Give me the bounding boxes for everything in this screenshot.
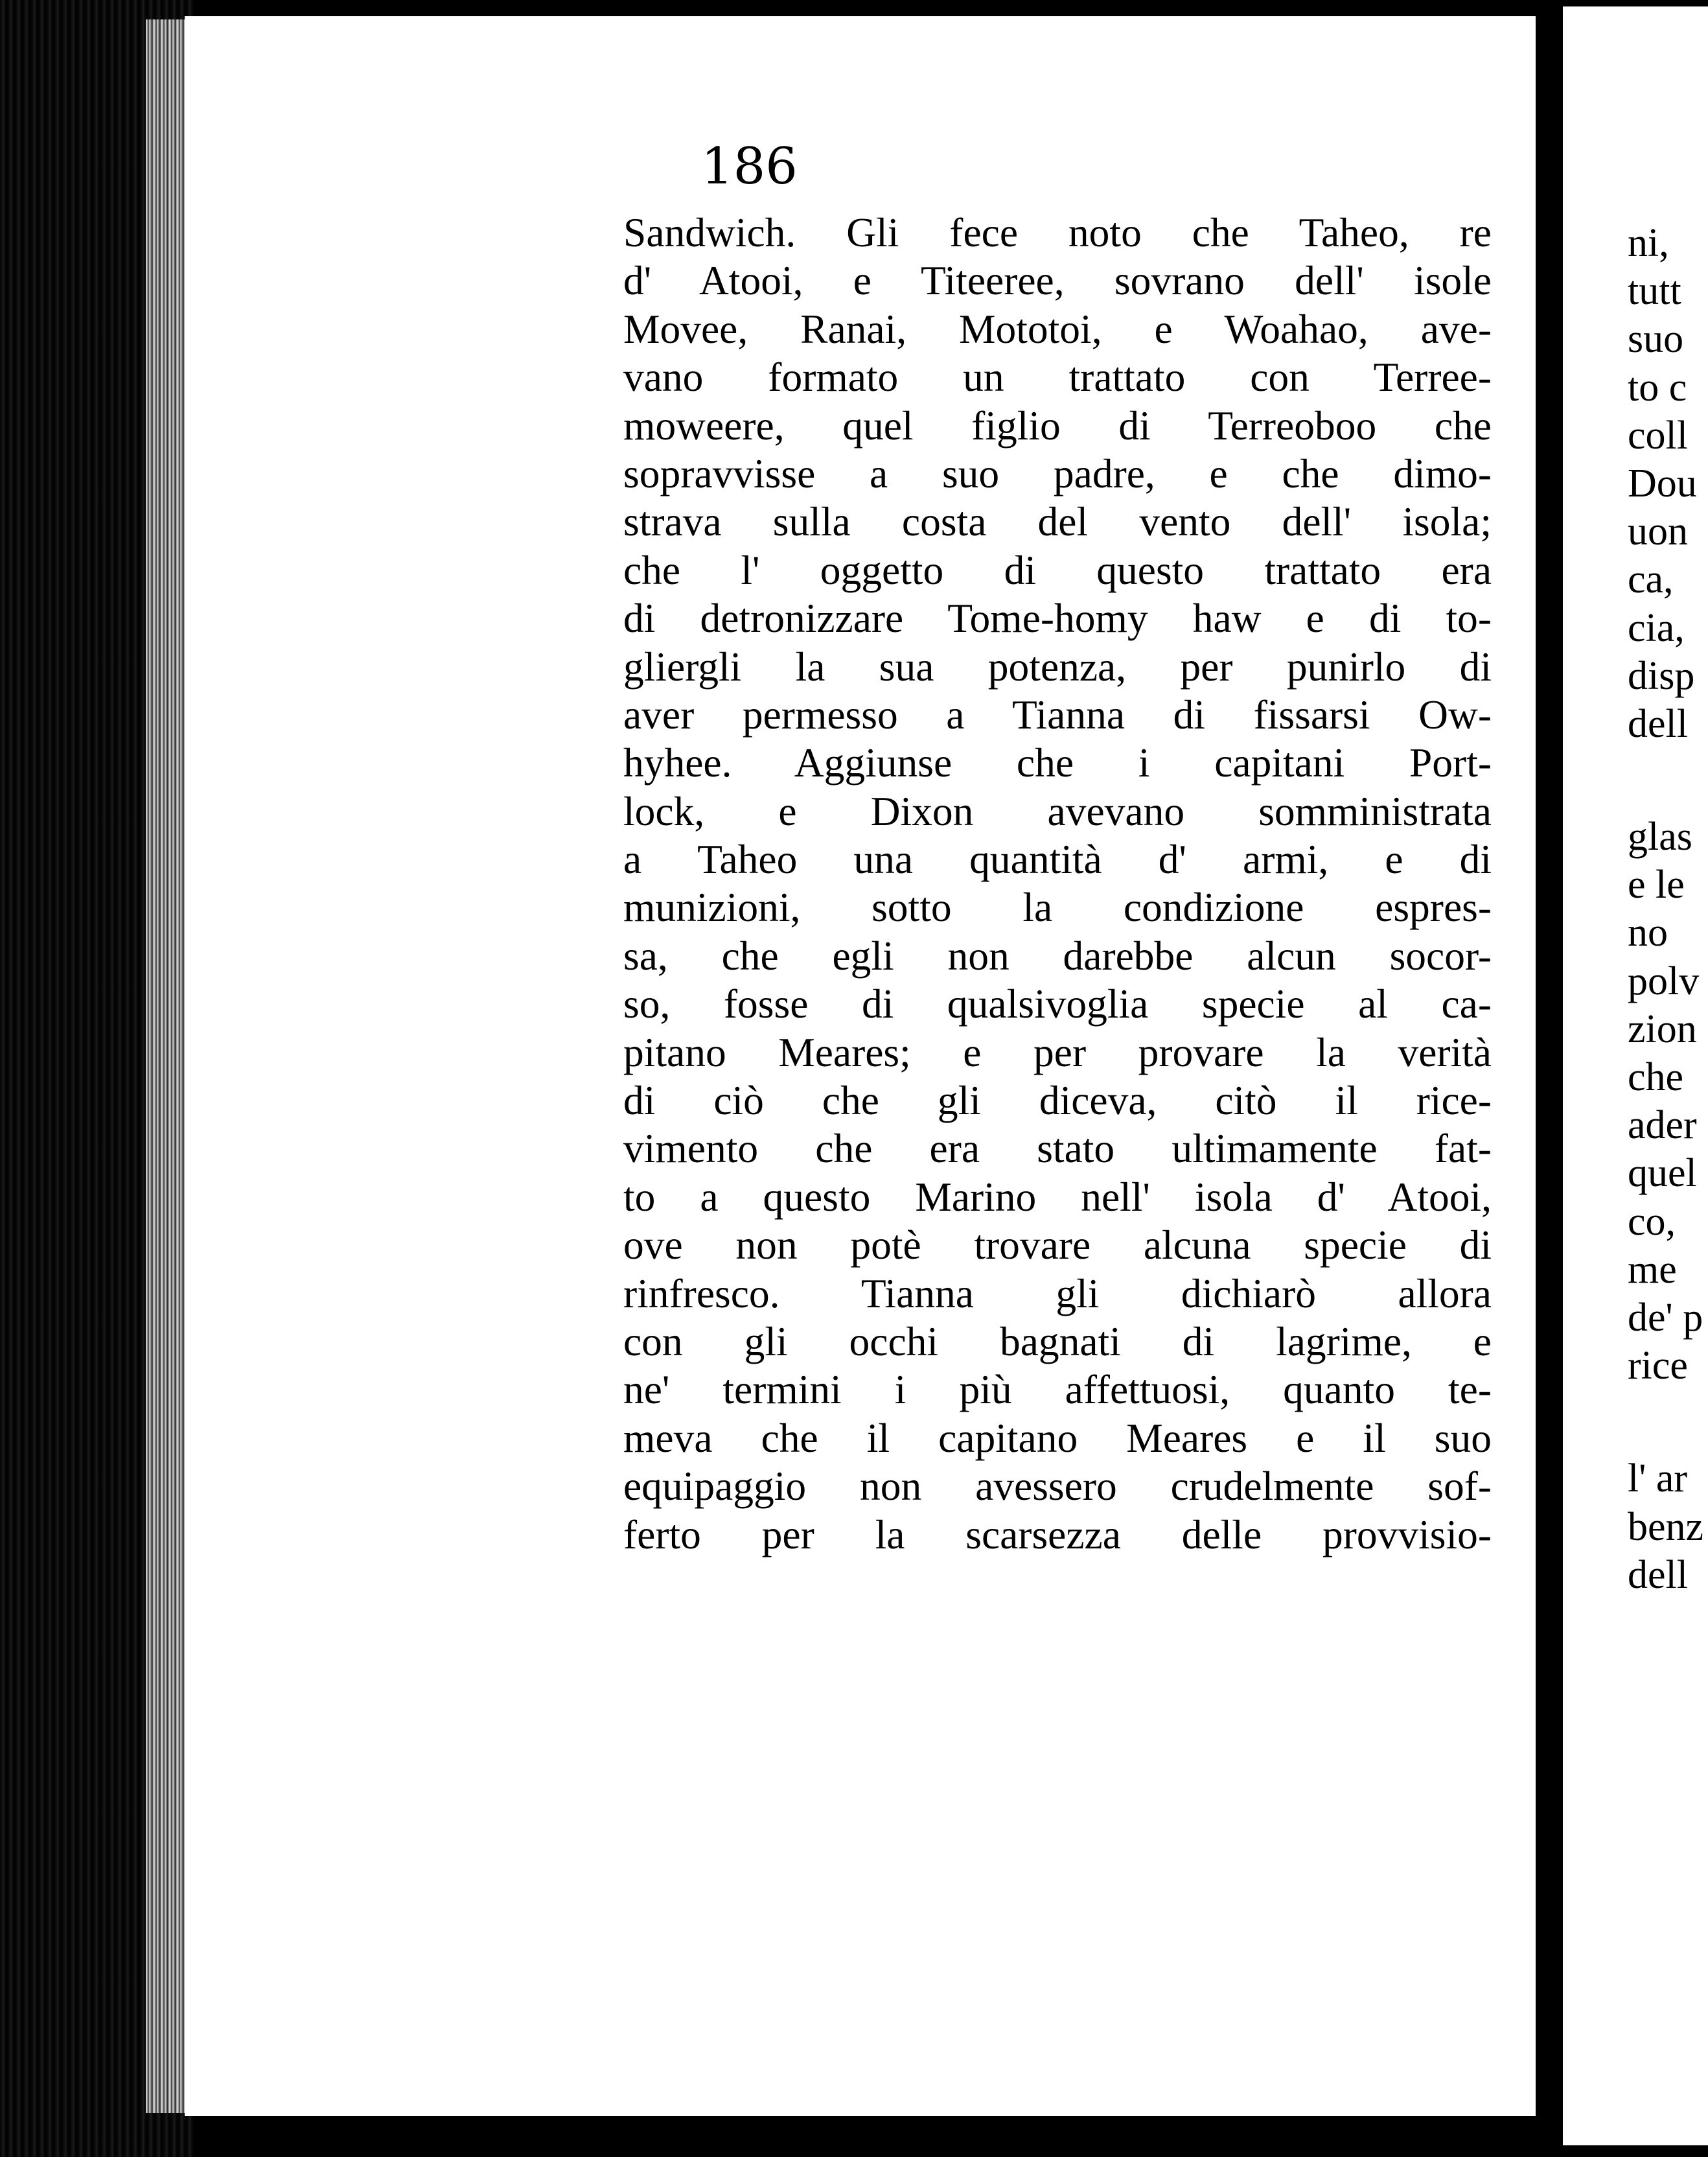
facing-page-line: dell [1628, 1552, 1688, 1597]
facing-page-line: me [1628, 1247, 1677, 1292]
paragraph-gap [1628, 1390, 1708, 1454]
text-line: Sandwich. Gli fece noto che Taheo, re [623, 209, 1492, 255]
facing-page-line: Dou [1628, 461, 1697, 506]
facing-page-line: de' p [1628, 1295, 1703, 1340]
text-line: di detronizzare Tome-homy haw e di to- [623, 595, 1492, 642]
text-line: che l' oggetto di questo trattato era [623, 546, 1492, 593]
text-line: ferto per la scarsezza delle provvisio- [623, 1511, 1492, 1557]
facing-page-line: quel [1628, 1151, 1697, 1196]
text-line: con gli occhi bagnati di lagrime, e [623, 1318, 1492, 1364]
text-line: so, fosse di qualsivoglia specie al ca- [623, 981, 1492, 1027]
facing-page-line: ca, [1628, 557, 1674, 602]
text-line: vimento che era stato ultimamente fat- [623, 1125, 1492, 1172]
paragraph-gap [1628, 748, 1708, 813]
facing-page-line: e le [1628, 863, 1685, 907]
text-line: lock, e Dixon avevano somministrata [623, 787, 1492, 834]
facing-page-line: disp [1628, 653, 1695, 698]
text-line: ne' termini i più affettuosi, quanto te- [623, 1366, 1492, 1413]
facing-page-line: benz [1628, 1504, 1704, 1549]
facing-page-line: ader [1628, 1103, 1697, 1148]
facing-page-text-fragment [1628, 219, 1708, 1599]
facing-page-line: coll [1628, 413, 1688, 458]
text-line: pitano Meares; e per provare la verità [623, 1029, 1492, 1075]
text-line: gliergli la sua potenza, per punirlo di [623, 643, 1492, 690]
facing-page-line: co, [1628, 1199, 1676, 1244]
text-line: munizioni, sotto la condizione espres- [623, 884, 1492, 931]
text-line: moweere, quel figlio di Terreoboo che [623, 402, 1492, 449]
text-line: rinfresco. Tianna gli dichiarò allora [623, 1270, 1492, 1316]
text-line: meva che il capitano Meares e il suo [623, 1414, 1492, 1461]
facing-page-line: l' ar [1628, 1456, 1688, 1501]
text-line: aver permesso a Tianna di fissarsi Ow- [623, 691, 1492, 738]
text-line: di ciò che gli diceva, citò il rice- [623, 1077, 1492, 1124]
facing-page-line: ni, [1628, 221, 1669, 265]
facing-page-line: uon [1628, 509, 1688, 554]
facing-page-line: glas [1628, 815, 1692, 859]
facing-page-line: suo [1628, 317, 1684, 362]
facing-page-line: dell [1628, 701, 1688, 746]
text-line: ove non potè trovare alcuna specie di [623, 1222, 1492, 1268]
facing-page-line: no [1628, 911, 1668, 955]
facing-page-line: zion [1628, 1007, 1697, 1051]
facing-page-line: polv [1628, 959, 1700, 1003]
facing-page-line: rice [1628, 1344, 1688, 1388]
text-line: strava sulla costa del vento dell' isola; [623, 498, 1492, 545]
facing-page-line: to c [1628, 365, 1687, 410]
page-body-text [623, 209, 1492, 1559]
page-divider [1536, 10, 1545, 2149]
text-line: sa, che egli non darebbe alcun socor- [623, 932, 1492, 979]
text-line: d' Atooi, e Titeeree, sovrano dell' isole [623, 257, 1492, 304]
facing-page-line: tutt [1628, 269, 1681, 314]
text-line: hyhee. Aggiunse che i capitani Port- [623, 740, 1492, 786]
text-line: Movee, Ranai, Mototoi, e Woahao, ave- [623, 305, 1492, 352]
text-line: vano formato un trattato con Terree- [623, 354, 1492, 401]
text-line: a Taheo una quantità d' armi, e di [623, 836, 1492, 883]
page-edges-stack [146, 19, 186, 2113]
text-line: to a questo Marino nell' isola d' Atooi, [623, 1173, 1492, 1220]
text-line: equipaggio non avessero crudelmente sof- [623, 1463, 1492, 1510]
facing-page-line: che [1628, 1055, 1684, 1099]
text-line: sopravvisse a suo padre, e che dimo- [623, 450, 1492, 496]
facing-page-line: cia, [1628, 605, 1685, 650]
page-number: 186 [701, 137, 798, 196]
